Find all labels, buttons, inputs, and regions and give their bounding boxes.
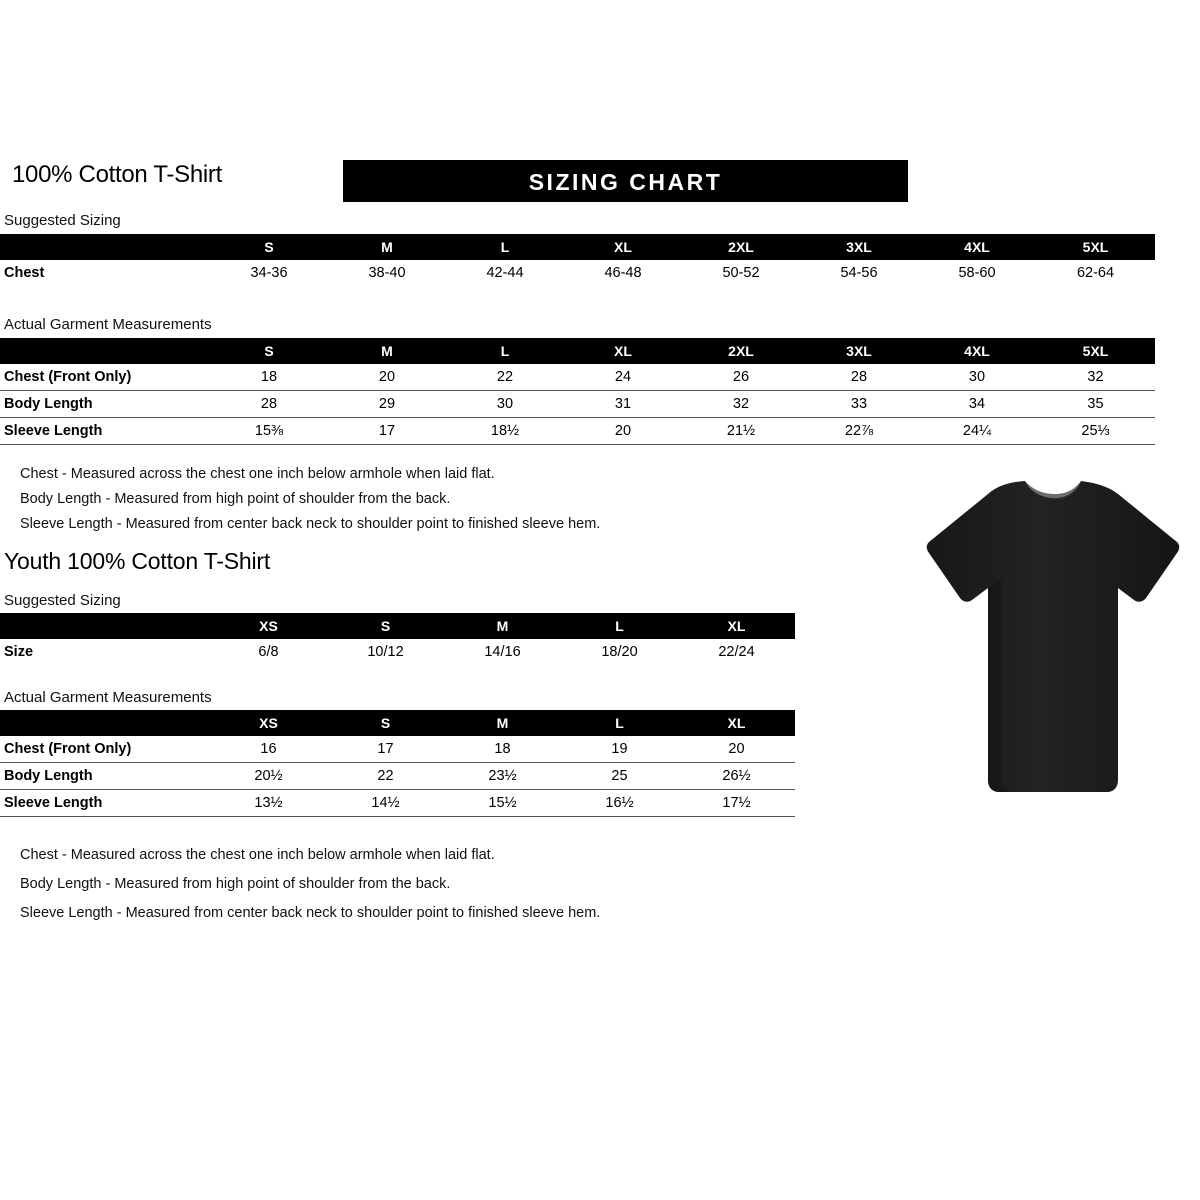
column-header: 5XL [1036, 338, 1155, 364]
column-header: L [446, 338, 564, 364]
adult-note-chest: Chest - Measured across the chest one inch below armhole when laid flat. [20, 466, 495, 482]
adult-actual-table [0, 338, 1155, 445]
adult-note-body-length: Body Length - Measured from high point of shoulder from the back. [20, 491, 451, 507]
table-cell: 17½ [678, 790, 795, 817]
table-header-row [0, 234, 1155, 260]
table-cell: 29 [328, 391, 446, 418]
column-header: L [561, 710, 678, 736]
t-shirt-illustration [885, 480, 1185, 820]
column-header [0, 710, 210, 736]
table-cell: 17 [328, 418, 446, 445]
column-header: 5XL [1036, 234, 1155, 260]
table-cell: 14½ [327, 790, 444, 817]
table-cell: 38-40 [368, 265, 406, 281]
table-cell: 32 [682, 391, 800, 418]
table-header-row [0, 710, 795, 736]
youth-note-sleeve-length: Sleeve Length - Measured from center back neck to shoulder point to finished sleeve hem. [20, 905, 601, 921]
column-header: XL [564, 338, 682, 364]
header-row [8, 160, 908, 202]
column-header: S [327, 710, 444, 736]
adult-note-sleeve-length: Sleeve Length - Measured from center back neck to shoulder point to finished sleeve hem. [20, 516, 601, 532]
table-cell: 26 [682, 364, 800, 391]
row-label: Chest (Front Only) [0, 736, 210, 763]
column-header: M [444, 613, 561, 639]
table-cell: 22 [327, 763, 444, 790]
table-cell: 21½ [682, 418, 800, 445]
row-label: Body Length [0, 763, 210, 790]
column-header: M [444, 710, 561, 736]
column-header [0, 338, 210, 364]
table-cell: 31 [564, 391, 682, 418]
youth-actual-label: Actual Garment Measurements [4, 689, 212, 706]
table-cell: 42-44 [486, 265, 524, 281]
table-cell: 18 [444, 736, 561, 763]
table-cell: 24 [564, 364, 682, 391]
row-label: Sleeve Length [0, 418, 210, 445]
table-cell: 16½ [561, 790, 678, 817]
table-cell: 28 [210, 391, 328, 418]
table-cell: 18 [210, 364, 328, 391]
youth-note-chest: Chest - Measured across the chest one inch below armhole when laid flat. [20, 847, 495, 863]
table-header-row [0, 338, 1155, 364]
column-header: XL [678, 613, 795, 639]
column-header: 2XL [682, 234, 800, 260]
column-header: XS [210, 613, 327, 639]
column-header: S [210, 338, 328, 364]
table-header-row [0, 613, 795, 639]
table-cell: 23½ [444, 763, 561, 790]
column-header: 4XL [918, 338, 1036, 364]
table-cell: 13½ [210, 790, 327, 817]
table-cell: 22 [446, 364, 564, 391]
table-row [0, 639, 795, 665]
column-header: L [561, 613, 678, 639]
table-cell: 6/8 [258, 644, 279, 660]
table-cell: 50-52 [722, 265, 760, 281]
column-header: L [446, 234, 564, 260]
table-cell: 22/24 [718, 644, 755, 660]
table-cell: 32 [1036, 364, 1155, 391]
table-row [0, 790, 795, 817]
table-row [0, 736, 795, 763]
table-cell: 30 [446, 391, 564, 418]
table-cell: 20 [678, 736, 795, 763]
column-header: 2XL [682, 338, 800, 364]
youth-actual-table [0, 710, 795, 817]
column-header: 3XL [800, 338, 918, 364]
table-row [0, 763, 795, 790]
row-label: Size [4, 644, 34, 660]
table-cell: 62-64 [1076, 265, 1115, 281]
column-header: XS [210, 710, 327, 736]
sizing-chart-banner [343, 160, 908, 202]
table-cell: 20 [328, 364, 446, 391]
column-header: XL [564, 234, 682, 260]
table-cell: 16 [210, 736, 327, 763]
table-cell: 54-56 [840, 265, 878, 281]
table-cell: 19 [561, 736, 678, 763]
table-cell: 58-60 [958, 265, 996, 281]
column-header: 3XL [800, 234, 918, 260]
sizing-chart-banner-label: SIZING CHART [528, 169, 723, 195]
table-cell: 46-48 [604, 265, 642, 281]
table-cell: 17 [327, 736, 444, 763]
column-header: S [327, 613, 444, 639]
youth-note-body-length: Body Length - Measured from high point of shoulder from the back. [20, 876, 451, 892]
adult-actual-label: Actual Garment Measurements [4, 316, 212, 333]
column-header: M [328, 234, 446, 260]
column-header: S [210, 234, 328, 260]
table-cell: 18/20 [601, 644, 638, 660]
column-header: M [328, 338, 446, 364]
column-header [0, 234, 210, 260]
table-cell: 14/16 [484, 644, 521, 660]
table-cell: 18½ [446, 418, 564, 445]
table-cell: 25 [561, 763, 678, 790]
table-cell: 30 [918, 364, 1036, 391]
table-cell: 15½ [444, 790, 561, 817]
youth-suggested-label: Suggested Sizing [4, 592, 121, 609]
table-cell: 26½ [678, 763, 795, 790]
youth-section-title: Youth 100% Cotton T-Shirt [4, 548, 271, 574]
row-label: Body Length [0, 391, 210, 418]
table-cell: 34 [918, 391, 1036, 418]
column-header [0, 613, 210, 639]
adult-section-title: 100% Cotton T-Shirt [12, 161, 222, 188]
table-cell: 22⅞ [800, 418, 918, 445]
table-row [0, 364, 1155, 391]
table-cell: 33 [800, 391, 918, 418]
table-row [0, 260, 1155, 286]
table-cell: 34-36 [250, 265, 288, 281]
table-cell: 15⅜ [210, 418, 328, 445]
row-label: Chest [4, 265, 45, 281]
table-cell: 10/12 [367, 644, 404, 660]
table-cell: 25⅓ [1036, 418, 1155, 445]
table-row [0, 391, 1155, 418]
column-header: XL [678, 710, 795, 736]
table-cell: 35 [1036, 391, 1155, 418]
adult-suggested-label: Suggested Sizing [4, 212, 121, 229]
table-row [0, 418, 1155, 445]
table-cell: 20½ [210, 763, 327, 790]
adult-suggested-table [0, 234, 1155, 286]
row-label: Sleeve Length [0, 790, 210, 817]
table-cell: 20 [564, 418, 682, 445]
youth-suggested-table [0, 613, 795, 665]
row-label: Chest (Front Only) [0, 364, 210, 391]
column-header: 4XL [918, 234, 1036, 260]
table-cell: 24¼ [918, 418, 1036, 445]
table-cell: 28 [800, 364, 918, 391]
